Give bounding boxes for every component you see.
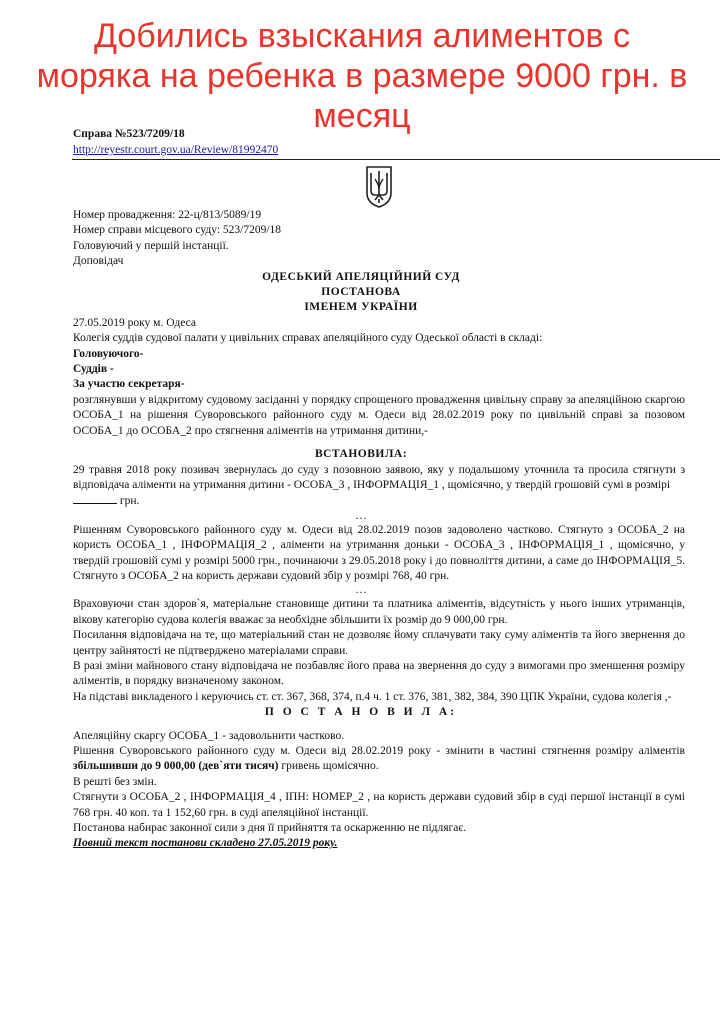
property-change-note: В разі зміни майнового стану відповідача не позбавляє його права на звернення до суду з вимогами про зменшення розміру аліментів, в порядку визначеному законом. <box>73 659 685 688</box>
ellipsis-1: … <box>355 509 367 522</box>
decision-change <box>37 744 685 775</box>
coat-of-arms-trident-icon <box>364 165 394 209</box>
claim-text: 29 травня 2018 року позивач звернулась до суду з позовною заявою, яку у подальшому уточнила та просила стягнути з відповідача аліменти на утримання дитини - ОСОБА_3 , ІНФОРМАЦІЯ_1 , щомісячно, у твердій грошовій сумі в розмірі <box>73 463 685 491</box>
reasoning-paragraph: Враховуючи стан здоров`я, матеріальне становище дитини та платника аліментів, відсутність у нього інших утриманців, вікову категорію судова колегія вважає за необхідне збільшити їх розмір до 9 000,00 грн. <box>73 598 685 626</box>
judges-label: Суддів - <box>73 363 114 376</box>
legal-basis: На підставі викладеного і керуючись ст. ст. 367, 368, 374, п.4 ч. 1 ст. 376, 381, 382, 384, 390 ЦПК України, судова колегія ,- <box>73 690 672 703</box>
date-place: 27.05.2019 року м. Одеса <box>73 316 196 329</box>
in-name-of: ІМЕНЕМ УКРАЇНИ <box>304 301 418 314</box>
full-text-note: Повний текст постанови складено 27.05.2019 року. <box>73 837 338 850</box>
effect-note: Постанова набирає законної сили з дня її прийняття та оскарженню не підлягає. <box>73 822 467 835</box>
document-type: ПОСТАНОВА <box>321 286 401 299</box>
proceeding-number: Номер провадження: 22-ц/813/5089/19 <box>73 209 262 221</box>
headline-banner <box>0 16 724 136</box>
panel-composition: Колегія суддів судової палати у цивільних справах апеляційного суду Одеської області в складі: <box>73 332 543 345</box>
local-case-number: Номер справи місцевого суду: 523/7209/18 <box>73 224 282 237</box>
rapporteur: Доповідач <box>73 255 124 268</box>
defendant-argument: Посилання відповідача на те, що матеріальний стан не дозволяє йому сплачувати таку суму аліментів та його звернення до центру зайнятості не підтверджено матеріалами справи. <box>73 629 685 657</box>
decided-heading: П О С Т А Н О В И Л А: <box>264 706 458 719</box>
headline-line-1: Добились взыскания алиментов с <box>93 17 631 55</box>
court-fee-recovery: Стягнути з ОСОБА_2 , ІНФОРМАЦІЯ_4 , ІПН: НОМЕР_2 , на користь держави судовий збір в суді першої інстанції в сумі 768 грн. 40 коп. та 1 152,60 грн. в суді апеляційної інстанції. <box>73 791 685 819</box>
case-number: Справа №523/7209/18 <box>73 128 185 140</box>
considered-paragraph: розглянувши у відкритому судовому засіданні у порядку спрощеного провадження цивільну справу за апеляційною скаргою ОСОБА_1 на рішення Суворовського районного суду м. Одеси від 28.02.2019 року по цивільній справі за позовом ОСОБА_1 до ОСОБА_2 про стягнення аліментів на утримання дитини,- <box>73 393 685 437</box>
rest-unchanged: В решті без змін. <box>73 775 157 788</box>
court-name: ОДЕСЬКИЙ АПЕЛЯЦІЙНИЙ СУД <box>262 270 460 283</box>
first-instance-decision: Рішенням Суворовського районного суду м. Одеси від 28.02.2019 позов задоволено частково. Стягнуто з ОСОБА_2 на користь ОСОБА_1 , ІНФОРМАЦІЯ_2 , аліменти на утримання доньки - ОСОБА_3 , ІНФОРМАЦІЯ_1 , щомісячно, у твердій грошовій сумі у розмірі 5000 грн., починаючи з 29.05.2018 року і до повноліття дитини, а саме до ІНФОРМАЦІЯ_5. Стягнуто з ОСОБА_2 на користь держави судовий збір у розмірі 768, 40 грн. <box>73 523 685 582</box>
case-info <box>73 126 278 158</box>
claim-currency: грн. <box>119 495 140 508</box>
headline-line-2: моряка на ребенка в размере 9000 грн. в <box>36 57 688 95</box>
ellipsis-2: … <box>355 584 367 597</box>
increased-amount: збільшивши до 9 000,00 (дев`яти тисяч) <box>73 760 279 773</box>
appeal-granted: Апеляційну скаргу ОСОБА_1 - задовольнити частково. <box>73 729 345 742</box>
headline-line-3: месяц <box>313 97 411 135</box>
presiding-label: Головуючого- <box>73 347 144 360</box>
secretary-label: За участю секретаря- <box>73 378 185 391</box>
presiding-first-instance: Головуючий у першій інстанції. <box>73 239 229 252</box>
decision-change-end: гривень щомісячно. <box>281 760 379 773</box>
registry-link[interactable]: http://reyestr.court.gov.ua/Review/81992470 <box>73 144 279 156</box>
claim-paragraph <box>37 463 685 510</box>
document-body <box>37 208 685 852</box>
header-divider <box>72 159 720 160</box>
established-heading: ВСТАНОВИЛА: <box>314 448 408 461</box>
amount-blank <box>73 493 117 504</box>
decision-change-text: Рішення Суворовського районного суду м. Одеси від 28.02.2019 року - змінити в частині стягнення розміру аліментів <box>73 745 685 757</box>
